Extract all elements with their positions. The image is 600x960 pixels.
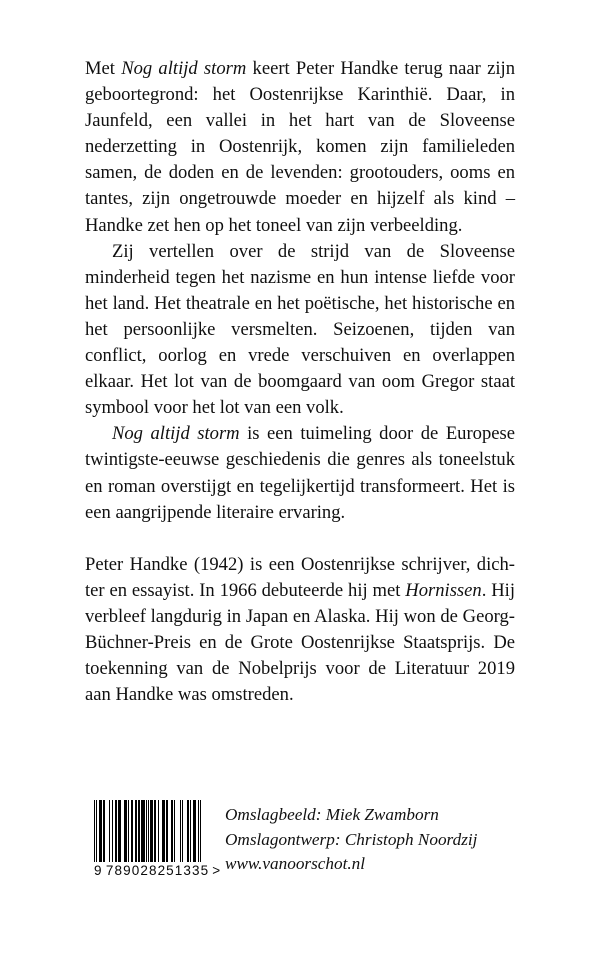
italic-title: Nog altijd storm — [111, 423, 240, 445]
publisher-website[interactable]: www.vanoorschot.nl — [225, 854, 366, 873]
isbn-left-group: 789028 — [105, 863, 158, 878]
barcode-bar — [200, 800, 201, 862]
isbn-digits — [94, 863, 221, 878]
ean13-barcode-icon — [94, 800, 202, 862]
paragraph-themes: Zij vertellen over de strijd van de Sloveense minderheid tegen het nazisme en hun intense liefde voor het land. Het theatrale en het poëtische, het historische en het persoonlijke versmelten. Seizoenen, tijden van conflict, oorlog en vrede verschuiven en overlappen elkaar. Het lot van de boomgaard van oom Gregor staat symbool voor het lot van een volk. — [85, 240, 515, 419]
isbn-lead-digit: 9 — [94, 863, 102, 878]
footer-block — [0, 795, 600, 905]
blurb-text-block — [85, 56, 515, 708]
isbn-right-group: 251335 — [157, 863, 210, 878]
italic-title: Nog altijd storm — [121, 58, 247, 79]
isbn-terminator: > — [212, 863, 221, 878]
italic-title: Hornissen — [405, 579, 482, 601]
barcode-area — [94, 800, 221, 878]
paragraph-appraisal: Nog altijd storm is een tuimeling door de Europese twintigste-eeuwse geschiedenis die genres als toneelstuk en roman overstijgt en tegelijkertijd transformeert. Het is een aangrijpende literaire ervaring. — [85, 423, 515, 523]
credit-cover-image: Omslagbeeld: Miek Zwamborn — [225, 805, 439, 824]
credit-cover-design: Omslagontwerp: Christoph Noordzij — [225, 829, 478, 849]
credits-block — [225, 803, 525, 877]
paragraph-biography: Peter Handke (1942) is een Oostenrijkse schrijver, dichter en essayist. In 1966 debuteerde hij met Hornissen. Hij verbleef langdurig in Japan en Alaska. Hij won de Georg-Büchner-Preis en de Grote Oostenrijkse Staatsprijs. De toekenning van de Nobelprijs voor de Literatuur 2019 aan Handke was omstreden. — [85, 553, 515, 706]
paragraph-intro: Met Nog altijd storm keert Peter Handke terug naar zijn geboortegrond: het Oostenrijkse Karinthië. Daar, in Jaunfeld, een vallei in het hart van de Sloveense nederzetting in Oostenrijk, komen zijn familieleden samen, de doden en de levenden: grootouders, ooms en tantes, zijn ongetrouwde moeder en hijzelf als kind – Handke zet hen op het toneel van zijn verbeelding. — [85, 58, 515, 236]
